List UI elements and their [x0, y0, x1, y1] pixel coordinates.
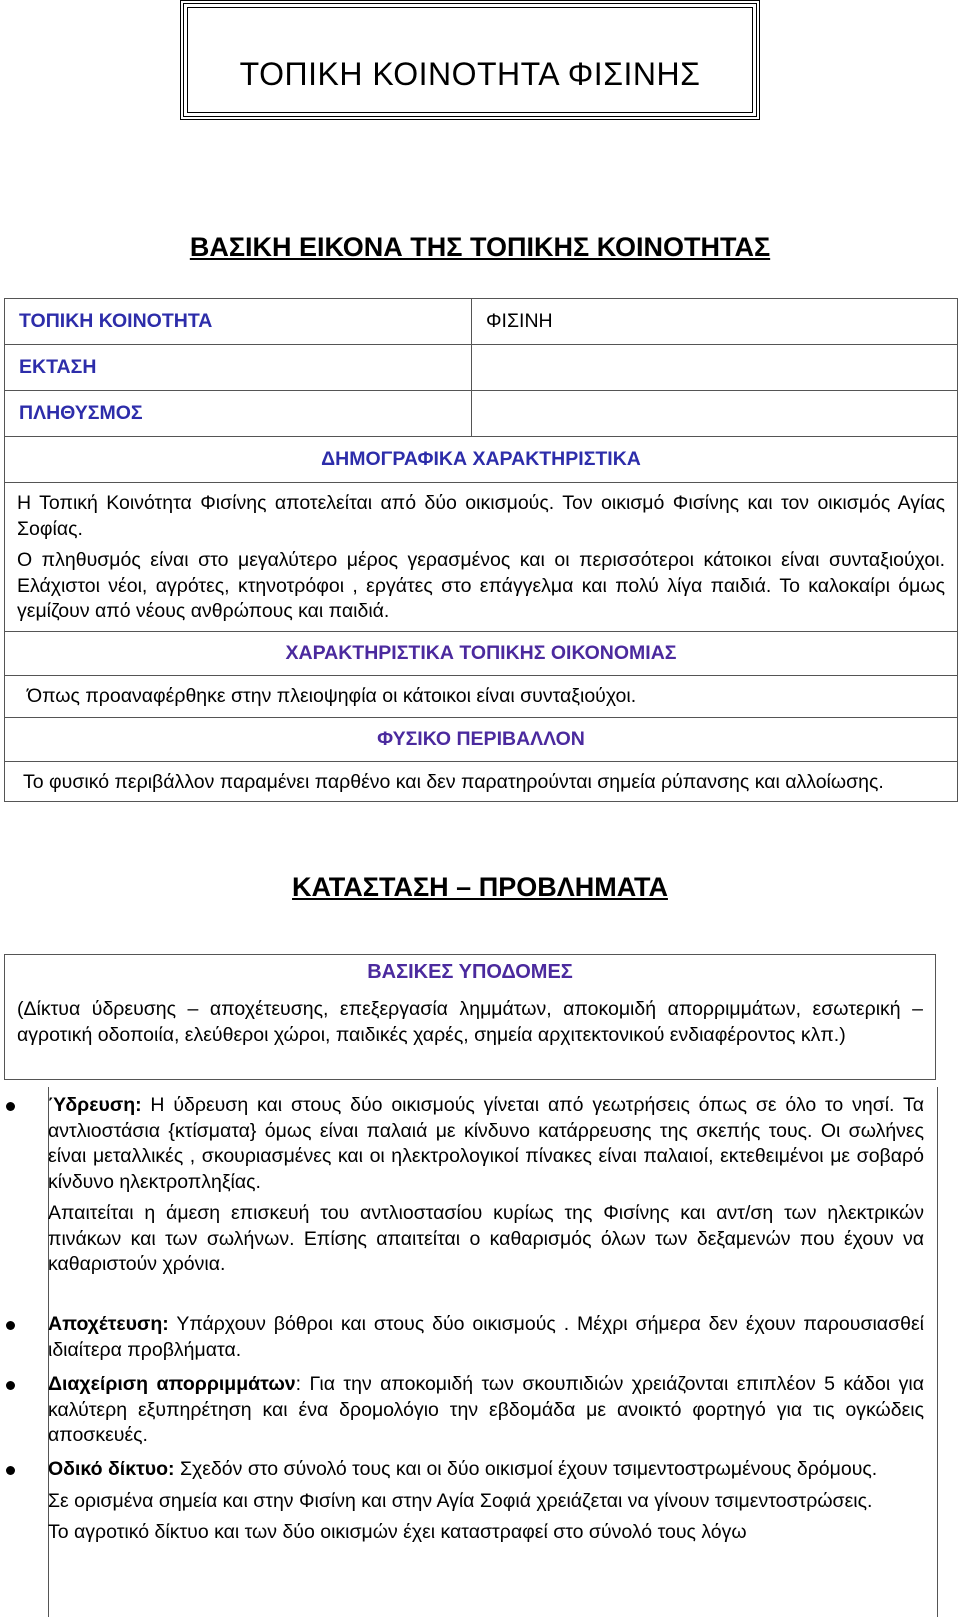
item-extra: Απαιτείται η άμεση επισκευή του αντλιοστασίου κυρίως της Φισίνης και αντ/ση των ηλεκτρικών πινάκων και των σωλήνων. Επίσης απαιτείται ο καθαρισμός όλων των δεξαμενών που έχουν να καθαριστούν χρόνια. [48, 1202, 924, 1275]
item-label: Ύδρευση: [48, 1094, 142, 1116]
infrastructure-text: (Δίκτυα ύδρευσης – αποχέτευσης, επεξεργασία λημμάτων, αποκομιδή απορριμμάτων, εσωτερική – αγροτική οδοποιία, ελεύθεροι χώροι, παιδικές χαρές, σημεία αρχιτεκτονικού ενδιαφέροντος κλπ.) [17, 998, 923, 1046]
title-box [180, 0, 760, 120]
item-label: Αποχέτευση: [48, 1313, 169, 1335]
table-row [5, 345, 958, 391]
table-row [5, 391, 958, 437]
table-row [5, 761, 958, 802]
bullet-icon [6, 1102, 15, 1111]
row-label-area: ΕΚΤΑΣΗ [5, 345, 472, 391]
item-text: Υπάρχουν βόθροι και στους δύο οικισμούς . Μέχρι σήμερα δεν έχουν παρουσιασθεί ιδιαίτερα προβλήματα. [48, 1313, 924, 1361]
list-item-water-supply [48, 1093, 924, 1278]
demographics-header: ΔΗΜΟΓΡΑΦΙΚΑ ΧΑΡΑΚΤΗΡΙΣΤΙΚΑ [5, 437, 958, 483]
row-value-area [472, 345, 958, 391]
bullet-icon [6, 1466, 15, 1475]
document-title: ΤΟΠΙΚΗ ΚΟΙΝΟΤΗΤΑ ΦΙΣΙΝΗΣ [239, 56, 701, 92]
demographics-paragraph-1: Η Τοπική Κοινότητα Φισίνης αποτελείται από δύο οικισμούς. Τον οικισμό Φισίνης και τον οικισμός Αγίας Σοφίας. [17, 492, 945, 540]
list-item-waste-management [48, 1372, 924, 1449]
environment-text: Το φυσικό περιβάλλον παραμένει παρθένο και δεν παρατηρούνται σημεία ρύπανσης και αλλοίωσης. [5, 761, 958, 802]
demographics-paragraph-2: Ο πληθυσμός είναι στο μεγαλύτερο μέρος γερασμένος και οι περισσότεροι κάτοικοι είναι συνταξιούχοι. Ελάχιστοι νέοι, αγρότες, κτηνοτρόφοι , εργάτες στο επάγγελμα και πολύ λίγα παιδιά. Το καλοκαίρι όμως γεμίζουν από νέους ανθρώπους και παιδιά. [17, 549, 945, 622]
row-value-community: ΦΙΣΙΝΗ [472, 299, 958, 345]
item-label: Διαχείριση απορριμμάτων [48, 1373, 296, 1395]
item-text: : Για την αποκομιδή των σκουπιδιών χρειάζονται επιπλέον 5 κάδοι για καλύτερη εξυπηρέτηση και ένα δρομολόγιο την εβδομάδα με ανοικτό φορτηγό για τις ογκώδεις αποσκευές. [48, 1373, 924, 1446]
item-extra: Σε ορισμένα σημεία και στην Φισίνη και στην Αγία Σοφιά χρειάζεται να γίνουν τσιμεντοστρώσεις. [48, 1489, 873, 1512]
item-extra-2: Το αγροτικό δίκτυο και των δύο οικισμών έχει καταστραφεί στο σύνολό τους λόγω [48, 1521, 747, 1543]
bullet-icon [6, 1321, 15, 1330]
table-row [5, 631, 958, 675]
item-text: Η ύδρευση και στους δύο οικισμούς γίνεται από γεωτρήσεις όπως σε όλο το νησί. Τα αντλιοστάσια {κτίσματα} όμως είναι παλαιά με κίνδυνο κατάρρευσης της σκεπής τους. Οι σωλήνες είναι μεταλλικές , σκουριασμένες και οι ηλεκτρολογικοί πίνακες είναι παλαιοί, εκτεθειμένοι με σοβαρό κίνδυνο ηλεκτροπληξίας. [48, 1094, 924, 1193]
table-row [5, 437, 958, 483]
row-label-community: ΤΟΠΙΚΗ ΚΟΙΝΟΤΗΤΑ [5, 299, 472, 345]
row-label-population: ΠΛΗΘΥΣΜΟΣ [5, 391, 472, 437]
bullet-icon [6, 1381, 15, 1390]
row-value-population [472, 391, 958, 437]
demographics-cell [5, 483, 958, 632]
item-text: Σχεδόν στο σύνολό τους και οι δύο οικισμοί έχουν τσιμεντοστρωμένους δρόμους. [174, 1458, 878, 1480]
environment-header: ΦΥΣΙΚΟ ΠΕΡΙΒΑΛΛΟΝ [5, 717, 958, 761]
item-label: Οδικό δίκτυο: [48, 1458, 175, 1480]
list-item-road-network [48, 1457, 924, 1546]
table-row [5, 717, 958, 761]
list-item-sewerage [48, 1312, 924, 1363]
infrastructure-header: ΒΑΣΙΚΕΣ ΥΠΟΔΟΜΕΣ [367, 961, 573, 983]
basic-info-table [4, 298, 958, 802]
table-row [5, 483, 958, 632]
table-row [5, 675, 958, 717]
economy-text: Όπως προαναφέρθηκε στην πλειοψηφία οι κάτοικοι είναι συνταξιούχοι. [5, 675, 958, 717]
section-title-status-problems: ΚΑΤΑΣΤΑΣΗ – ΠΡΟΒΛΗΜΑΤΑ [292, 872, 668, 902]
section-title-basic-picture: ΒΑΣΙΚΗ ΕΙΚΟΝΑ ΤΗΣ ΤΟΠΙΚΗΣ ΚΟΙΝΟΤΗΤΑΣ [189, 232, 771, 262]
economy-header: ΧΑΡΑΚΤΗΡΙΣΤΙΚΑ ΤΟΠΙΚΗΣ ΟΙΚΟΝΟΜΙΑΣ [5, 631, 958, 675]
infrastructure-box [4, 954, 936, 1080]
table-row [5, 299, 958, 345]
